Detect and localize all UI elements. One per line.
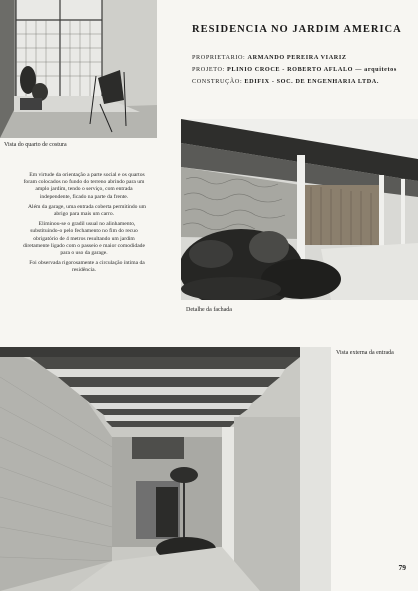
facade-caption: Detalhe da fachada (186, 307, 232, 313)
credit-project: PROJETO: PLINIO CROCE - ROBERTO AFLALO — arquitetos (192, 66, 397, 73)
paragraph: Foi observada rigorosamente a circulação íntima da residência. (29, 260, 145, 274)
facade-photo (181, 119, 418, 300)
credit-construction: CONSTRUÇÃO: EDIFIX - SOC. DE ENGENHARIA LTDA. (192, 78, 379, 85)
entrance-caption: Vista externa da entrada (336, 350, 394, 356)
sewing-room-photo (0, 0, 157, 138)
entrance-photo (0, 347, 331, 591)
page-number: 79 (398, 563, 406, 572)
paragraph: Além da garage, uma entrada coberta permitindo um abrigo para mais um carro. (27, 203, 147, 218)
article-body (20, 172, 148, 278)
article-title: RESIDENCIA NO JARDIM AMERICA (192, 24, 402, 35)
credits-block (192, 52, 397, 88)
sewing-room-caption: Vista do quarto de costura (4, 142, 67, 148)
credit-owner: PROPRIETARIO: ARMANDO PEREIRA VIARIZ (192, 54, 347, 61)
paragraph: Em virtude da orientação a parte social e os quartos foram colocados no fundo do terreno abrindo para um amplo jardim, tendo o serviço, com entrada independente, ficado na parte da frente. (23, 172, 145, 200)
paragraph: Eliminou-se o gradil usual no alinhamento, substituindo-o pelo fechamento no fim do recuo obrigatório de 4 metros resultando um jardim diretamente ligado com o passeio e maior comodidade para o uso da garage. (23, 221, 145, 257)
